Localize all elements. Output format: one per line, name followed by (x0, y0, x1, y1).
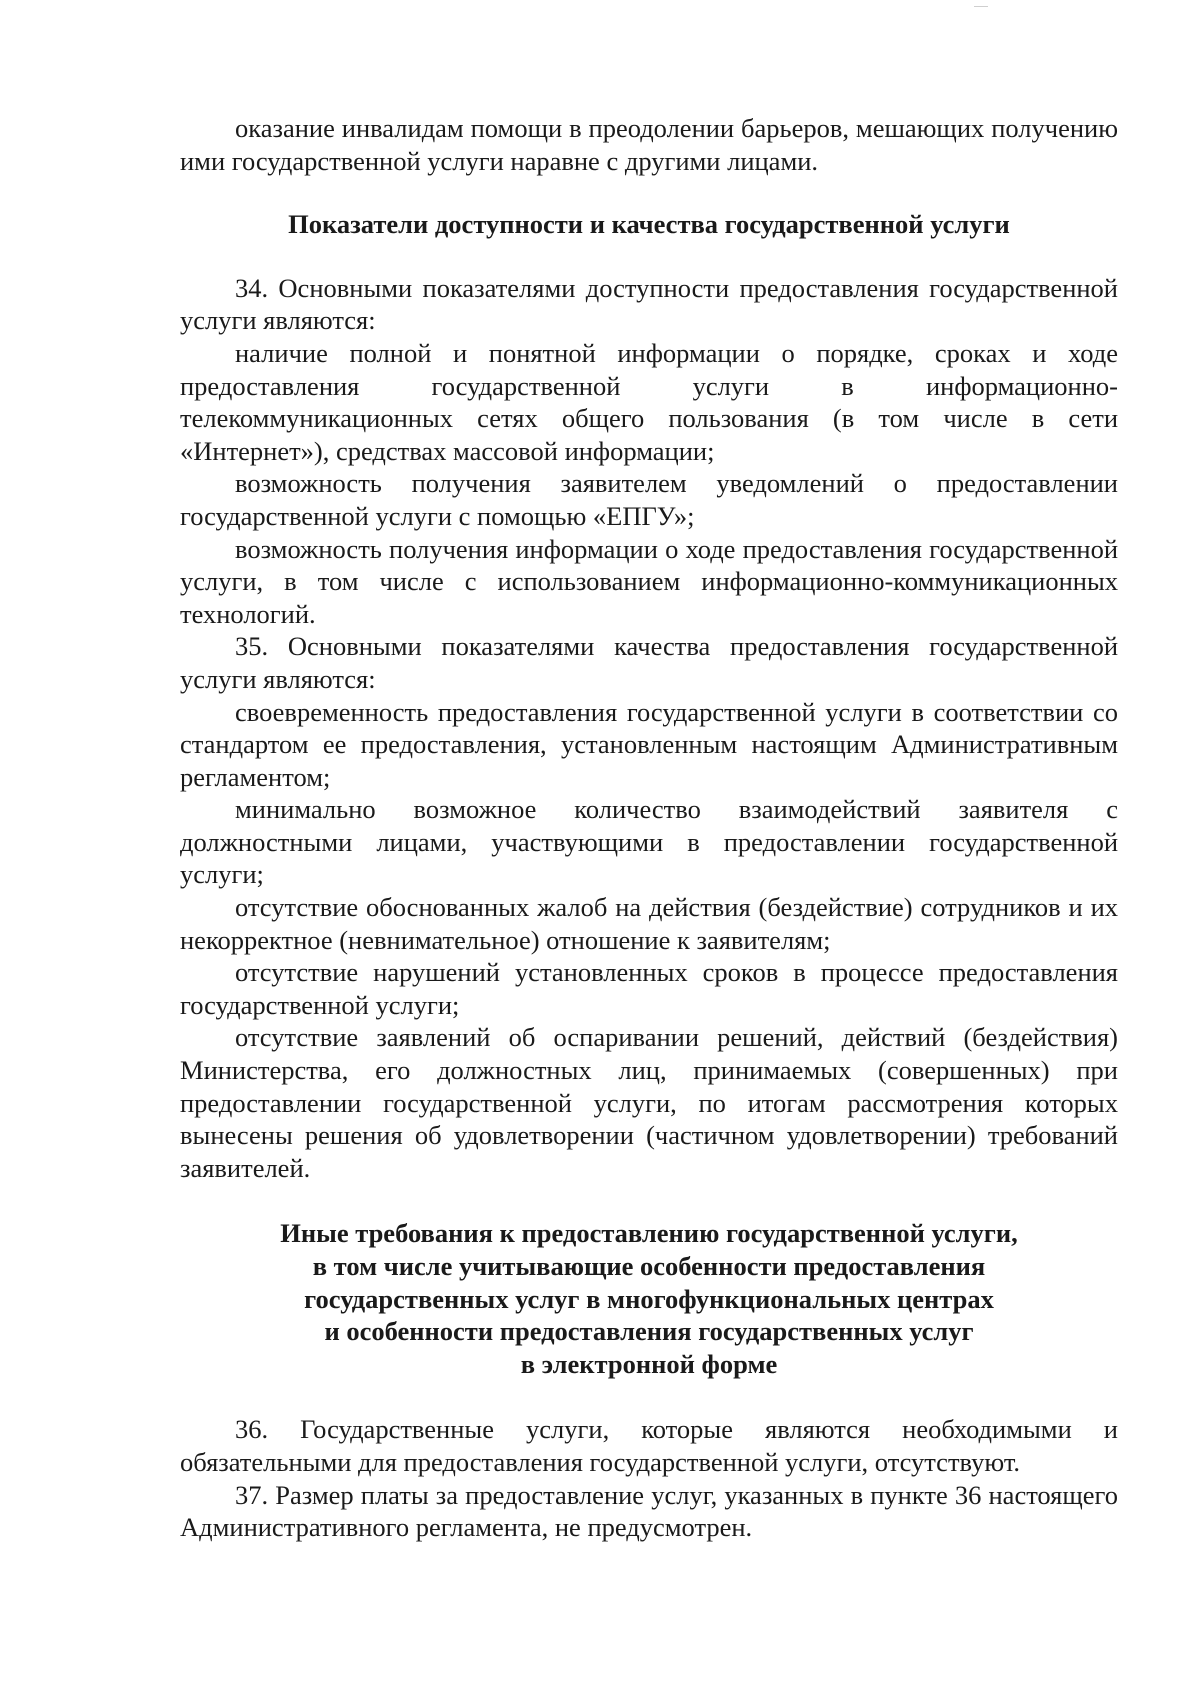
paragraph-34-item-b: возможность получения заявителем уведомлений о предоставлении государственной услуги с помощью «ЕПГУ»; (180, 468, 1118, 531)
paragraph-37: 37. Размер платы за предоставление услуг, указанных в пункте 36 настоящего Административного регламента, не предусмотрен. (180, 1479, 1118, 1543)
paragraph-35-item-d: отсутствие нарушений установленных сроков в процессе предоставления государственной услуги; (180, 957, 1118, 1020)
heading-line: государственных услуг в многофункциональных центрах (304, 1283, 994, 1314)
paragraph-35-item-e: отсутствие заявлений об оспаривании решений, действий (бездействия) Министерства, его должностных лиц, принимаемых (совершенных) при предоставлении государственной услуги, по итогам рассмотрения которых вынесены решения об удовлетворении (частичном удовлетворении) требований заявителей. (180, 1022, 1118, 1183)
heading-line: Иные требования к предоставлению государственной услуги, (280, 1218, 1018, 1249)
paragraph-35-item-b: минимально возможное количество взаимодействий заявителя с должностными лицами, участвующими в предоставлении государственной услуги; (180, 794, 1118, 890)
paragraph-35-item-a: своевременность предоставления государственной услуги в соответствии со стандартом ее предоставления, установленным настоящим Административным регламентом; (180, 696, 1118, 792)
paragraph-34-item-c: возможность получения информации о ходе предоставления государственной услуги, в том числе с использованием информационно-коммуникационных технологий. (180, 533, 1118, 629)
scan-mark (974, 6, 988, 7)
heading-accessibility-quality: Показатели доступности и качества государственной услуги (288, 209, 1010, 240)
heading-line: в электронной форме (520, 1348, 778, 1379)
paragraph-34-item-a: наличие полной и понятной информации о порядке, сроках и ходе предоставления государственной услуги в информационно-телекоммуникационных сетях общего пользования (в том числе в сети «Интернет»), средствах массовой информации; (180, 337, 1118, 466)
paragraph-35-item-c: отсутствие обоснованных жалоб на действия (бездействие) сотрудников и их некорректное (невнимательное) отношение к заявителям; (180, 892, 1118, 955)
paragraph-35: 35. Основными показателями качества предоставления государственной услуги являются: (180, 631, 1118, 694)
paragraph-36: 36. Государственные услуги, которые являются необходимыми и обязательными для предоставления государственной услуги, отсутствуют. (180, 1414, 1118, 1477)
document-body (180, 112, 1118, 1544)
paragraph-34: 34. Основными показателями доступности предоставления государственной услуги являются: (180, 272, 1118, 336)
paragraph-intro: оказание инвалидам помощи в преодолении барьеров, мешающих получению ими государственной услуги наравне с другими лицами. (180, 113, 1118, 176)
heading-line: в том числе учитывающие особенности предоставления (312, 1251, 986, 1281)
heading-line: и особенности предоставления государственных услуг (324, 1316, 974, 1347)
heading-other-requirements (180, 1217, 1118, 1380)
